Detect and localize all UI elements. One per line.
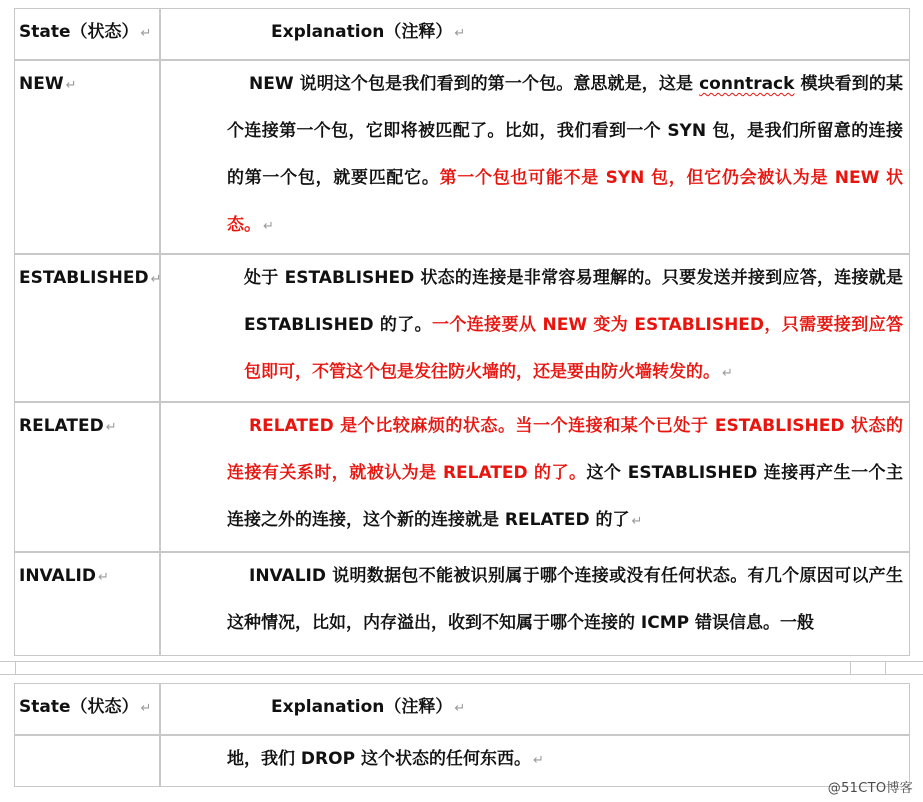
explanation-cell-related[interactable] xyxy=(160,402,910,552)
paragraph-mark-icon: ↵ xyxy=(105,420,117,435)
header-explanation-label: Explanation（注释） xyxy=(271,697,453,717)
explanation-cell-new[interactable] xyxy=(160,60,910,254)
inv2-seg-0: 地，我们 DROP 这个状态的任何东西。 xyxy=(227,749,531,769)
site-watermark: @51CTO博客 xyxy=(827,781,913,796)
new-seg-3-highlight: 第一个包也可能不是 SYN 包，但它仍会被认为是 NEW 状态。 xyxy=(227,168,904,235)
page-break-top-line xyxy=(0,661,923,662)
header-state-cell[interactable] xyxy=(14,8,160,60)
new-seg-2: 模块看到的某个连接第一个包，它即将被匹配了。比如，我们看到一个 SYN 包，是我们所留意的连接的第一个包，就要匹配它。 xyxy=(227,74,903,188)
states-table-page2 xyxy=(14,683,910,787)
state-name-established: ESTABLISHED xyxy=(19,268,149,288)
header-state-label: State（状态） xyxy=(19,22,139,42)
explanation-cell-established[interactable] xyxy=(160,254,910,402)
page-break-bottom-line xyxy=(0,674,923,675)
table-row-established xyxy=(14,254,910,402)
paragraph-mark-icon: ↵ xyxy=(150,272,162,287)
rel-seg-0-highlight: RELATED 是个比较麻烦的状态。当一个连接和某个已处于 ESTABLISHED 状态的连接有关系时，就被认为是 RELATED 的了。 xyxy=(227,416,903,483)
page-break-right-marker xyxy=(850,662,886,674)
paragraph-mark-icon: ↵ xyxy=(97,570,109,585)
table-row-new xyxy=(14,60,910,254)
est-seg-0: 处于 ESTABLISHED 状态的连接是非常容易理解的。只要发送并接到应答，连接就是 ESTABLISHED 的了。 xyxy=(244,268,903,335)
inv-seg-0: INVALID 说明数据包不能被识别属于哪个连接或没有任何状态。有几个原因可以产生这种情况，比如，内存溢出，收到不知属于哪个连接的 ICMP 错误信息。一般 xyxy=(227,566,903,633)
paragraph-mark-icon: ↵ xyxy=(140,26,152,41)
state-cell-established[interactable] xyxy=(14,254,160,402)
explanation-text-related xyxy=(227,403,903,545)
explanation-cell-invalid-continued[interactable] xyxy=(160,735,910,787)
state-name-related: RELATED xyxy=(19,416,104,436)
table-header-row xyxy=(14,683,910,735)
header-explanation-label: Explanation（注释） xyxy=(271,22,453,42)
explanation-text-invalid-continued xyxy=(227,736,903,784)
table-header-row xyxy=(14,8,910,60)
explanation-text-invalid xyxy=(227,553,903,647)
explanation-text-established xyxy=(244,255,903,397)
state-cell-empty[interactable] xyxy=(14,735,160,787)
state-cell-related[interactable] xyxy=(14,402,160,552)
new-seg-0: NEW 说明这个包是我们看到的第一个包。意思就是，这是 xyxy=(249,74,700,94)
table-row-invalid xyxy=(14,552,910,656)
paragraph-mark-icon: ↵ xyxy=(722,366,733,381)
page-break-divider xyxy=(0,661,923,675)
explanation-text-new xyxy=(227,61,903,250)
states-table-page1 xyxy=(14,8,910,656)
spellcheck-word-conntrack: conntrack xyxy=(699,74,795,94)
paragraph-mark-icon: ↵ xyxy=(140,701,152,716)
paragraph-mark-icon: ↵ xyxy=(454,701,466,716)
page-break-left-marker xyxy=(0,662,16,674)
paragraph-mark-icon: ↵ xyxy=(631,514,643,529)
paragraph-mark-icon: ↵ xyxy=(263,219,274,234)
est-seg-1-highlight: 一个连接要从 NEW 变为 ESTABLISHED，只需要接到应答包即可，不管这个包是发往防火墙的，还是要由防火墙转发的。 xyxy=(244,315,903,382)
table-row-invalid-continued xyxy=(14,735,910,787)
table-row-related xyxy=(14,402,910,552)
state-name-new: NEW xyxy=(19,74,64,94)
paragraph-mark-icon: ↵ xyxy=(65,78,77,93)
header-state-label: State（状态） xyxy=(19,697,139,717)
header-state-cell[interactable] xyxy=(14,683,160,735)
paragraph-mark-icon: ↵ xyxy=(532,753,544,768)
rel-seg-1: 这个 ESTABLISHED 连接再产生一个主连接之外的连接，这个新的连接就是 RELATED 的了 xyxy=(227,463,904,530)
state-cell-new[interactable] xyxy=(14,60,160,254)
header-explanation-cell[interactable] xyxy=(160,683,910,735)
state-cell-invalid[interactable] xyxy=(14,552,160,656)
paragraph-mark-icon: ↵ xyxy=(454,26,466,41)
state-name-invalid: INVALID xyxy=(19,566,96,586)
header-explanation-cell[interactable] xyxy=(160,8,910,60)
explanation-cell-invalid[interactable] xyxy=(160,552,910,656)
